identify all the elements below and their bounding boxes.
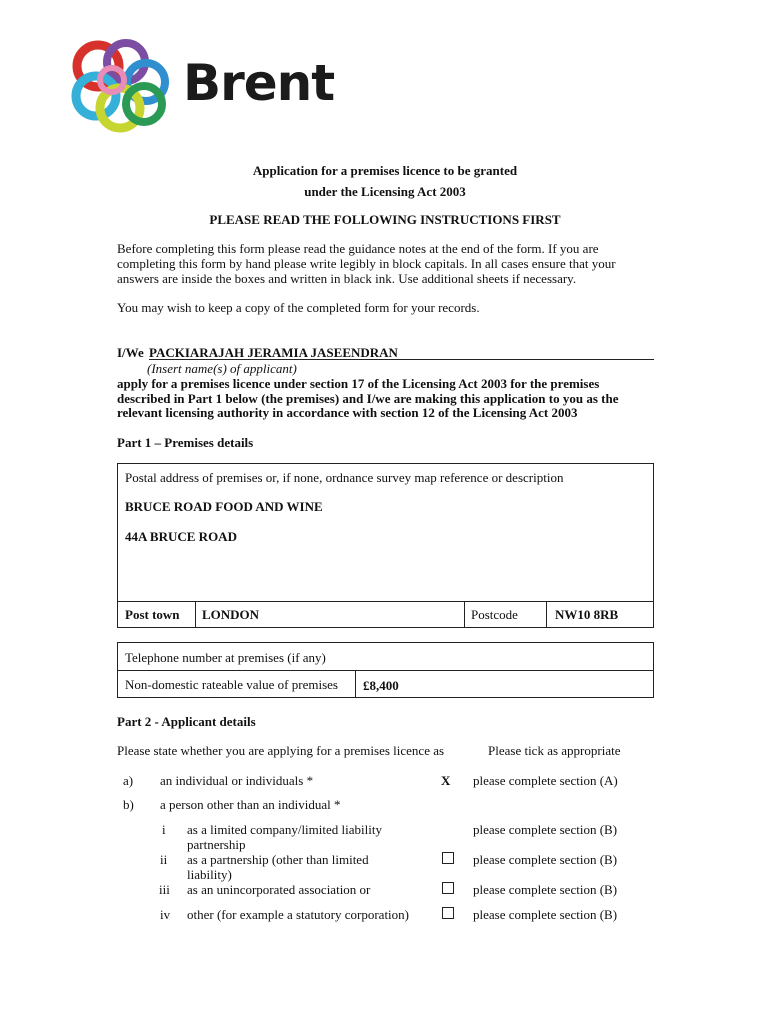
- rateable-value-label: Non-domestic rateable value of premises: [125, 677, 338, 692]
- divider: [355, 670, 356, 697]
- option-letter: a): [123, 773, 134, 788]
- tick-header: Please tick as appropriate: [488, 743, 621, 758]
- applicant-name-field[interactable]: PACKIARAJAH JERAMIA JASEENDRAN: [149, 345, 654, 360]
- divider: [546, 601, 547, 627]
- post-town-label: Post town: [125, 607, 180, 622]
- brent-logo-icon: [68, 38, 173, 134]
- instruction-text: please complete section (B): [473, 882, 618, 897]
- part2-heading: Part 2 - Applicant details: [117, 714, 256, 729]
- divider: [118, 670, 653, 671]
- address-line-1[interactable]: BRUCE ROAD FOOD AND WINE: [125, 499, 323, 514]
- statement-line-3: relevant licensing authority in accordance with section 12 of the Licensing Act 2003: [117, 405, 578, 420]
- post-town-field[interactable]: LONDON: [202, 607, 260, 622]
- address-line-2[interactable]: 44A BRUCE ROAD: [125, 529, 237, 544]
- intro-line-1: Before completing this form please read the guidance notes at the end of the form. If you are: [117, 241, 599, 256]
- divider: [118, 601, 653, 602]
- option-individual-label: an individual or individuals *: [160, 773, 314, 788]
- statement-line-1: apply for a premises licence under section 17 of the Licensing Act 2003 for the premises: [117, 376, 600, 391]
- intro-line-3: answers are inside the boxes and written in black ink. Use additional sheets if necessary.: [117, 271, 577, 286]
- postcode-label: Postcode: [471, 607, 518, 622]
- form-title: Application for a premises licence to be granted: [252, 163, 518, 178]
- option-other-label: a person other than an individual *: [160, 797, 341, 812]
- sub-option-label: other (for example a statutory corporation): [187, 907, 409, 922]
- telephone-label: Telephone number at premises (if any): [125, 650, 326, 665]
- sub-option-numeral: i: [162, 822, 166, 837]
- applicant-prefix: I/We: [117, 345, 144, 360]
- applicant-hint: (Insert name(s) of applicant): [147, 361, 297, 376]
- postcode-field[interactable]: NW10 8RB: [555, 607, 619, 622]
- copy-note: You may wish to keep a copy of the completed form for your records.: [117, 300, 480, 315]
- sub-option-numeral: iv: [160, 907, 171, 922]
- premises-details-table: [117, 642, 654, 698]
- brand-name: Brent: [183, 54, 335, 112]
- instruction-text: please complete section (A): [473, 773, 618, 788]
- statement-line-2: described in Part 1 below (the premises) and I/we are making this application to you as the: [117, 391, 619, 406]
- intro-line-2: completing this form by hand please write legibly in block capitals. In all cases ensure that your: [117, 256, 616, 271]
- form-subtitle: under the Licensing Act 2003: [304, 184, 466, 199]
- rateable-value-field[interactable]: £8,400: [363, 678, 399, 693]
- sub-option-label: as a partnership (other than limited: [187, 852, 369, 867]
- partnership-checkbox[interactable]: [442, 852, 454, 864]
- divider: [464, 601, 465, 627]
- sub-option-label-cont: partnership: [187, 837, 246, 852]
- address-label: Postal address of premises or, if none, ordnance survey map reference or description: [125, 470, 564, 485]
- sub-option-label: as an unincorporated association or: [187, 882, 371, 897]
- sub-option-label: as a limited company/limited liability: [187, 822, 382, 837]
- option-letter: b): [123, 797, 134, 812]
- instructions-heading: PLEASE READ THE FOLLOWING INSTRUCTIONS FIRST: [209, 212, 561, 227]
- part1-heading: Part 1 – Premises details: [117, 435, 254, 450]
- part2-question: Please state whether you are applying for a premises licence as: [117, 743, 445, 758]
- association-checkbox[interactable]: [442, 882, 454, 894]
- sub-option-label-cont: liability): [187, 867, 232, 882]
- instruction-text: please complete section (B): [473, 852, 618, 867]
- premises-address-box: [117, 463, 654, 628]
- instruction-text: please complete section (B): [473, 822, 618, 837]
- instruction-text: please complete section (B): [473, 907, 618, 922]
- sub-option-numeral: ii: [160, 852, 168, 867]
- sub-option-numeral: iii: [159, 882, 170, 897]
- divider: [195, 601, 196, 627]
- other-checkbox[interactable]: [442, 907, 454, 919]
- option-individual-checkbox[interactable]: X: [441, 773, 451, 788]
